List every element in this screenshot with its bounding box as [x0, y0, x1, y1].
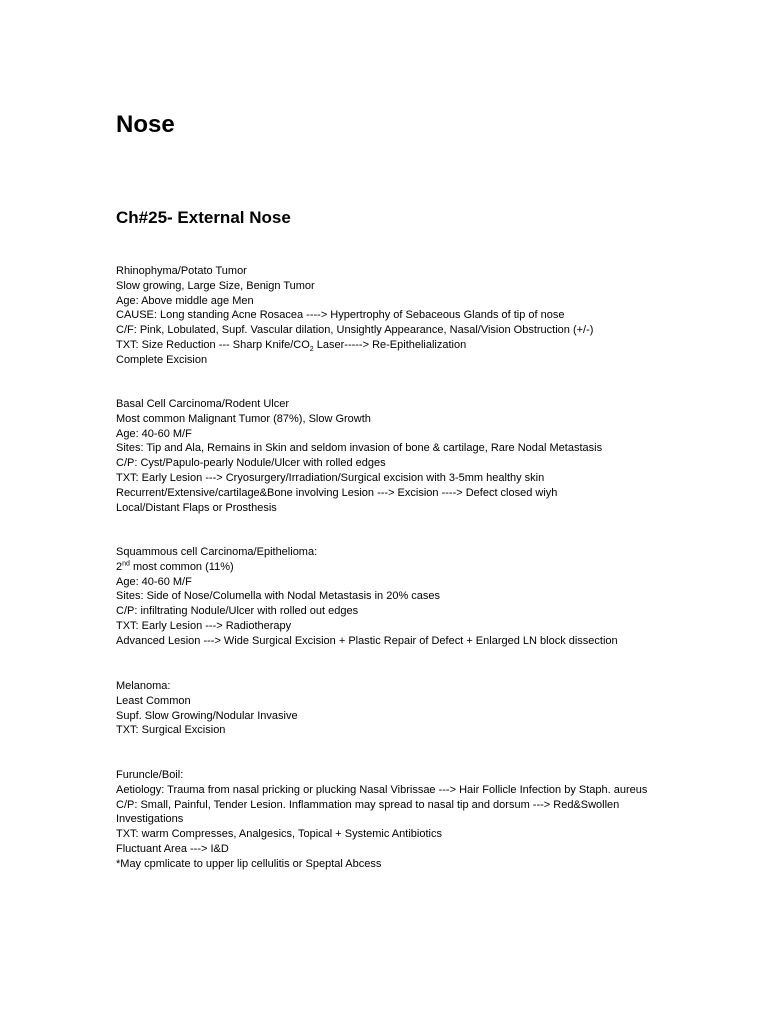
text-line: Sites: Tip and Ala, Remains in Skin and seldom invasion of bone & cartilage, Rare Nodal Metastasis [116, 442, 603, 455]
treatment-text: TXT: Size Reduction --- Sharp Knife/CO [116, 338, 310, 351]
text-line: TXT: Early Lesion ---> Radiotherapy [116, 619, 292, 632]
section-heading: Squammous cell Carcinoma/Epithelioma: [116, 546, 318, 558]
text-line: CAUSE: Long standing Acne Rosacea ----> Hypertrophy of Sebaceous Glands of tip of nose [116, 309, 565, 322]
text-line: *May cpmlicate to upper lip cellulitis or Speptal Abcess [116, 857, 382, 870]
section-heading: Furuncle/Boil: [116, 769, 184, 781]
text-line: Age: 40-60 M/F [116, 427, 192, 440]
chapter-heading: Ch#25- External Nose [116, 208, 291, 227]
page-title: Nose [116, 111, 175, 138]
section-rhinophyma [116, 264, 676, 368]
text-line: Sites: Side of Nose/Columella with Nodal Metastasis in 20% cases [116, 590, 441, 603]
text-line: C/F: Pink, Lobulated, Supf. Vascular dilation, Unsightly Appearance, Nasal/Vision Obstruction (+/-) [116, 324, 594, 337]
text-line: Complete Excision [116, 353, 208, 366]
text-line: Age: Above middle age Men [116, 294, 254, 307]
section-squamous-cell-carcinoma [116, 545, 676, 649]
superscript-nd: nd [122, 560, 130, 568]
text-line: C/P: infiltrating Nodule/Ulcer with rolled out edges [116, 605, 359, 618]
section-melanoma [116, 679, 676, 738]
section-heading: Rhinophyma/Potato Tumor [116, 265, 247, 277]
text-line: Least Common [116, 694, 191, 707]
subscript-2: 2 [309, 346, 314, 354]
text-line: Advanced Lesion ---> Wide Surgical Excision + Plastic Repair of Defect + Enlarged LN block dissection [116, 634, 618, 647]
treatment-tail: Laser-----> Re-Epithelialization [313, 338, 467, 351]
treatment-line [116, 338, 676, 353]
text-line: C/P: Small, Painful, Tender Lesion. Inflammation may spread to nasal tip and dorsum ---> Red&Swollen [116, 798, 620, 811]
text-line: Most common Malignant Tumor (87%), Slow Growth [116, 412, 371, 425]
text-line: TXT: Early Lesion ---> Cryosurgery/Irradiation/Surgical excision with 3-5mm healthy skin [116, 471, 545, 484]
ordinal-line [116, 560, 676, 575]
section-furuncle [116, 768, 676, 872]
section-heading: Melanoma: [116, 680, 171, 692]
text-line: TXT: Surgical Excision [116, 724, 226, 737]
text-line: TXT: warm Compresses, Analgesics, Topical + Systemic Antibiotics [116, 828, 442, 841]
text-line: Supf. Slow Growing/Nodular Invasive [116, 709, 298, 722]
text-line: Local/Distant Flaps or Prosthesis [116, 501, 277, 514]
ordinal-number: 2 [116, 560, 123, 573]
text-line: Aetiology: Trauma from nasal pricking or plucking Nasal Vibrissae ---> Hair Follicle Infection by Staph. aureus [116, 783, 648, 796]
section-basal-cell-carcinoma [116, 397, 676, 515]
text-line: Recurrent/Extensive/cartilage&Bone involving Lesion ---> Excision ----> Defect closed wiyh [116, 486, 558, 499]
text-line: Fluctuant Area ---> I&D [116, 842, 229, 855]
text-line: C/P: Cyst/Papulo-pearly Nodule/Ulcer with rolled edges [116, 457, 386, 470]
text-line: Slow growing, Large Size, Benign Tumor [116, 279, 315, 292]
ordinal-tail: most common (11%) [129, 560, 234, 573]
text-line: Age: 40-60 M/F [116, 575, 192, 588]
section-heading: Basal Cell Carcinoma/Rodent Ulcer [116, 398, 290, 410]
text-line: Investigations [116, 813, 184, 826]
